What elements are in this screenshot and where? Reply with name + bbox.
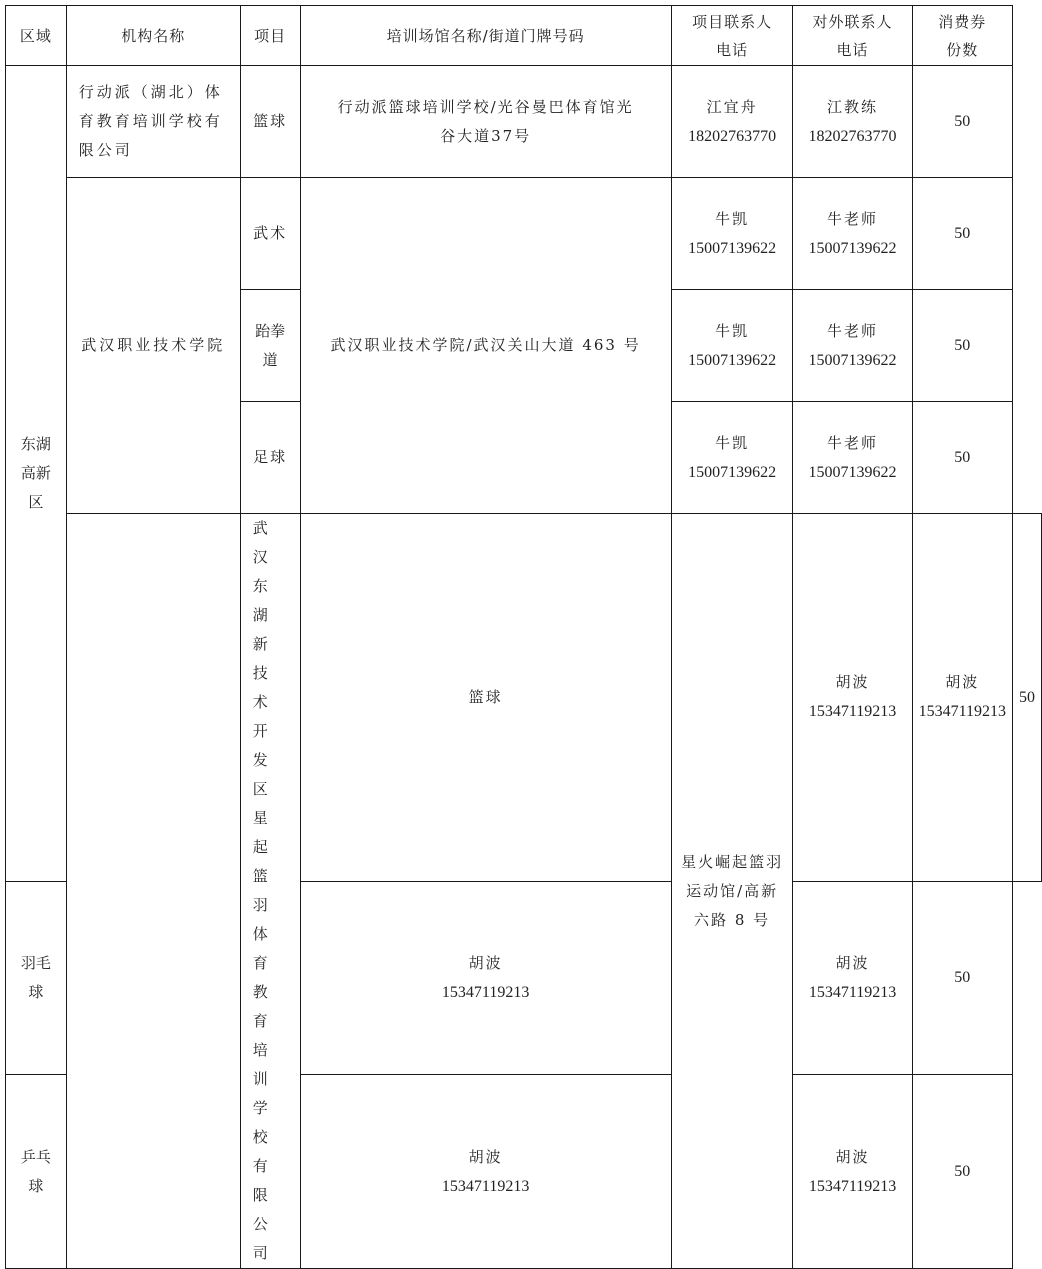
- region-cell: [66, 514, 240, 1269]
- external-contact-name: 胡波: [945, 673, 980, 692]
- project-contact-cell: [300, 1075, 671, 1269]
- project-contact-cell: [671, 178, 793, 290]
- header-region: 区域: [6, 6, 67, 66]
- header-project-contact-line1: 项目联系人: [692, 12, 773, 31]
- project-contact-phone: 15007139622: [688, 463, 777, 481]
- project-contact-cell: [671, 290, 793, 402]
- voucher-count: 50: [912, 1075, 1012, 1269]
- header-venue: 培训场馆名称/街道门牌号码: [300, 6, 671, 66]
- external-contact-name: 牛老师: [827, 433, 879, 452]
- external-contact-phone: 15347119213: [808, 1177, 897, 1195]
- venue-cell: 武汉职业技术学院/武汉关山大道 463 号: [300, 178, 671, 514]
- voucher-count: 50: [912, 881, 1012, 1075]
- project-contact-name: 胡波: [468, 1147, 503, 1166]
- external-contact-cell: [793, 402, 912, 514]
- item-cell: [6, 1075, 67, 1269]
- external-contact-cell: [793, 66, 912, 178]
- project-contact-name: 牛凯: [715, 209, 750, 228]
- header-external-contact-line2: 电话: [836, 40, 869, 59]
- venue-cell: 星火崛起篮羽运动馆/高新六路 8 号: [671, 514, 793, 1269]
- org-name: 武汉职业技术学院: [66, 178, 240, 514]
- voucher-table: [5, 5, 1042, 1269]
- item-cell: 篮球: [300, 514, 671, 882]
- external-contact-cell: [793, 178, 912, 290]
- item-cell: 篮球: [240, 66, 300, 178]
- header-voucher-count-line2: 份数: [946, 40, 979, 59]
- project-contact-phone: 18202763770: [688, 127, 777, 145]
- project-contact-name: 江宜舟: [706, 97, 758, 116]
- item-cell: [240, 290, 300, 402]
- voucher-count: 50: [1013, 514, 1042, 882]
- project-contact-name: 牛凯: [715, 321, 750, 340]
- project-contact-phone: 15007139622: [688, 351, 777, 369]
- header-row: [6, 6, 1042, 66]
- item-cell: [6, 881, 67, 1075]
- external-contact-name: 江教练: [827, 97, 879, 116]
- org-name: 武汉东湖新技术开发区星起篮羽体育教育培训学校有限公司: [240, 514, 300, 1269]
- voucher-count: 50: [912, 402, 1012, 514]
- external-contact-cell: [912, 514, 1012, 882]
- header-project-contact-line2: 电话: [716, 40, 749, 59]
- external-contact-name: 胡波: [835, 953, 870, 972]
- table-row: [6, 66, 1042, 178]
- org-name: 行动派（湖北）体育教育培训学校有限公司: [66, 66, 240, 178]
- project-contact-phone: 15007139622: [688, 239, 777, 257]
- voucher-count: 50: [912, 178, 1012, 290]
- region-cell: [6, 66, 67, 882]
- project-contact-phone: 15347119213: [808, 703, 897, 721]
- external-contact-name: 胡波: [835, 1147, 870, 1166]
- external-contact-cell: [793, 290, 912, 402]
- external-contact-cell: [793, 1075, 912, 1269]
- external-contact-name: 牛老师: [827, 321, 879, 340]
- project-contact-cell: [793, 514, 912, 882]
- project-contact-name: 牛凯: [715, 433, 750, 452]
- project-contact-phone: 15347119213: [441, 1177, 530, 1195]
- project-contact-cell: [300, 881, 671, 1075]
- external-contact-phone: 18202763770: [808, 127, 897, 145]
- header-project-contact: [671, 6, 793, 66]
- item-cell: 足球: [240, 402, 300, 514]
- header-org: 机构名称: [66, 6, 240, 66]
- venue-cell: 行动派篮球培训学校/光谷曼巴体育馆光谷大道37号: [300, 66, 671, 178]
- external-contact-phone: 15007139622: [808, 463, 897, 481]
- external-contact-phone: 15347119213: [808, 983, 897, 1001]
- header-voucher-count: [912, 6, 1012, 66]
- external-contact-cell: [793, 881, 912, 1075]
- project-contact-name: 胡波: [835, 673, 870, 692]
- project-contact-phone: 15347119213: [441, 983, 530, 1001]
- external-contact-phone: 15007139622: [808, 351, 897, 369]
- header-external-contact: [793, 6, 912, 66]
- project-contact-cell: [671, 66, 793, 178]
- table-row: [6, 178, 1042, 290]
- project-contact-name: 胡波: [468, 953, 503, 972]
- external-contact-phone: 15347119213: [918, 703, 1006, 721]
- external-contact-phone: 15007139622: [808, 239, 897, 257]
- item-label: 羽毛球: [20, 953, 51, 1001]
- region-label: 东湖高新区: [20, 434, 51, 511]
- header-voucher-count-line1: 消费券: [938, 12, 987, 31]
- item-cell: 武术: [240, 178, 300, 290]
- external-contact-name: 牛老师: [827, 209, 879, 228]
- voucher-count: 50: [912, 290, 1012, 402]
- item-label: 跆拳道: [255, 321, 286, 369]
- project-contact-cell: [671, 402, 793, 514]
- header-item: 项目: [240, 6, 300, 66]
- header-external-contact-line1: 对外联系人: [812, 12, 893, 31]
- item-label: 乒乓球: [20, 1147, 51, 1195]
- table-row: [6, 514, 1042, 882]
- voucher-count: 50: [912, 66, 1012, 178]
